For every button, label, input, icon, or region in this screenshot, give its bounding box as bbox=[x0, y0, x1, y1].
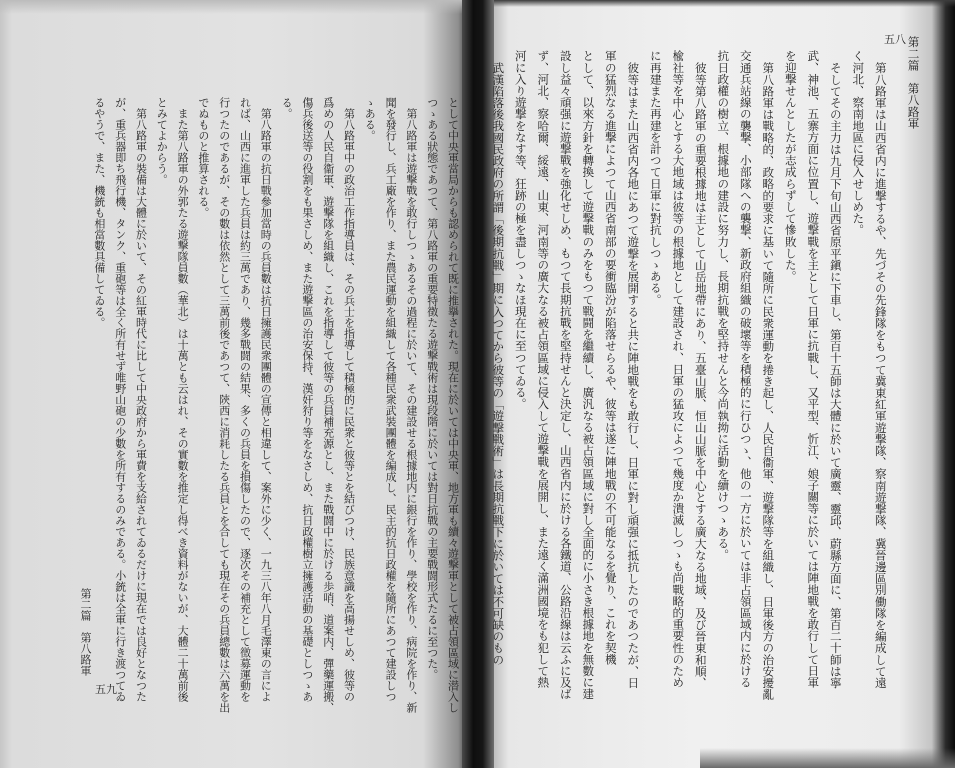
text-column: ゝある。 bbox=[363, 97, 377, 141]
text-column: とみてよからう。 bbox=[155, 97, 169, 185]
text-column: 武漢陷落後我國民政府の所謂「後期抗戰」期に入つてから彼等の「遊撃戰術」は長期抗戰下に於いては不可缺のもの bbox=[491, 61, 506, 665]
running-header: 第二篇 第八路軍 bbox=[79, 588, 92, 676]
text-column: 彼等はまた山西省内各地にあつて遊撃を展開すると共に陣地戰をも敢行し、日軍に對し頑强に抵抗したのであつたが、日 bbox=[626, 61, 641, 688]
text-column: に再建また再建を計つて日軍に對抗しつゝある。 bbox=[648, 50, 663, 306]
left-page bbox=[0, 0, 470, 768]
running-header: 第二篇 第八路軍 bbox=[906, 36, 921, 129]
text-column: 軍の猛烈なる進撃によつて山西省南部の要衝臨汾が陷落せらるや、彼等は遂に陣地戰の不可能なるを覺り、これを契機 bbox=[603, 50, 618, 665]
text-column: そしてその主力は九月下旬山西省原平鎭に下車し、第百十五師は大體に於いて廣靈、靈邱、蔚縣方面に、第百二十師は寧 bbox=[828, 61, 843, 688]
right-page-top-edge bbox=[490, 0, 955, 7]
text-column: 楡社等を中心とする大地域は彼等の根據地として建設され、日軍の猛攻によつて幾度か潰滅しつゝも尚戰略的重要性のため bbox=[671, 50, 686, 688]
page-number: 五八 bbox=[884, 33, 906, 46]
text-column: 武、神池、五寨方面に位置し、遊撃戰を主として日軍に抗戰し、又平型、忻江、娘子關等に於いては陣地戰を敢行して日軍 bbox=[806, 50, 821, 688]
text-column: 第八路軍中の政治工作指導員は、その兵士を指導して積極的に民衆と彼等とを結びつけ、民族意識を高揚せしめ、彼等の bbox=[342, 108, 356, 702]
text-column: として、以來方針を轉換して遊撃戰のみをもつて戰闘を繼續し、廣汎なる被占領區域に對し全面的に小さき根據地を無數に建 bbox=[581, 50, 596, 700]
text-column: また第八路軍の外郭たる遊撃隊員數（華北）は十萬とも云はれ、その實數を推定し得べき資料がないが、大體二十萬前後 bbox=[176, 108, 190, 702]
text-column: 彼等第八路軍の重要根據地は主として山岳地帶にあり、五臺山脈、恒山山脈を中心とする廣大なる地域、及び晉東和順、 bbox=[693, 61, 708, 688]
text-column: 設し益々頑强に遊撃戰を強化せしめ、もつて長期抗戰を堅持せんと決定し、山西省内に於ける各鐵道、公路沿線は云ふに及ば bbox=[558, 50, 573, 700]
text-column: ず、河北、察哈爾、綏遠、山東、河南等の廣大なる被占領區域に侵入して遊撃戰を展開し、また遠く滿洲國境をも犯して熱 bbox=[536, 50, 551, 688]
text-column: る。 bbox=[280, 97, 294, 119]
text-column: でぬものと推算される。 bbox=[196, 97, 210, 218]
text-column: 河に入り遊撃をなす等、狂跡の極を盡しつゝなほ現在に至つてゐる。 bbox=[513, 50, 528, 410]
text-column: 爲めの人民自衞軍、遊撃隊を組織し、これを指導して彼等の兵員補充源とし、また戰闘中に於ける歩哨、道案内、彈藥運搬、 bbox=[321, 97, 335, 713]
text-column: を迎撃せんとしたが志成らずして慘敗した。 bbox=[783, 50, 798, 282]
text-column: 行つたのであるが、その數は依然として三萬前後であつて、陝西に消耗したる兵員とを合しても現在その兵員總數は六萬を出 bbox=[217, 97, 231, 713]
text-column: が、重兵器即ち飛行機、タンク、重砲等は全く所有せず唯野山砲の少數を所有するのみである。小銃は全軍に行き渡つてゐ bbox=[113, 97, 127, 702]
text-column: 傷兵後送等の役割をも果さしめ、また遊撃區の治安保持、漢奸狩り等をなさしめ、抗日政權樹立擁護活動の基礎としつゝあ bbox=[300, 97, 314, 702]
gutter-shadow bbox=[462, 0, 494, 768]
text-column: れば、山西に進軍した兵員は約三萬であり、幾多戰闘の結果、多くの兵員を損傷したので、逐次その補充として徵募運動を bbox=[238, 97, 252, 702]
page-number: 五九 bbox=[95, 683, 117, 696]
text-column: 抗日政權の樹立、根據地の建設に努力し、長期抗戰を堅持せんと今尚執拗に活動を續けつゝある。 bbox=[716, 50, 731, 561]
text-column: として中央軍當局からも認められて既に推擧された。現在に於いては中央軍、地方軍も續々遊撃軍として被占領區域に潜入し bbox=[446, 97, 460, 713]
left-page-top-shadow bbox=[0, 0, 470, 14]
text-column: 第八路軍は山西省内に進撃するや、先づその先鋒隊をもつて冀東紅軍遊撃隊、察南遊撃隊、冀晉邊區別働隊を編成して遠 bbox=[873, 61, 888, 688]
text-column: 第八路軍は戰略的、政略的要求に基いて隨所に民衆運動を捲き起し、人民自衞軍、遊撃隊等を組織し、日軍後方の治安擾亂 bbox=[761, 61, 776, 700]
text-column: 第八路軍の抗日戰參加當時の兵員數は抗日擁護民衆團體の宣傳と相違して、案外に少く、一九三八年八月毛澤東の言によ bbox=[259, 108, 273, 702]
right-page-bottom-edge bbox=[700, 748, 955, 768]
text-column: 聞を發行し、兵工廠を作り、また農民運動を組織して各種民衆武裝團體を編成し、民主的抗日政權を隨所にあつて建設しつ bbox=[384, 97, 398, 702]
text-column: 交通兵站線の襲撃、小部隊への襲撃、新政府組織の破壞等を積極的に行ひつゝ、他の一方に於いては非占領區域内に於ける bbox=[738, 50, 753, 688]
text-column: つゝある狀態であつて、第八路軍の重要特徴たる遊撃戰術は現段階に於いては對日抗戰の主要戰闘形式たるに至つた。 bbox=[425, 97, 439, 680]
text-column: 第八路軍は遊撃戰を敢行しつゝあるその過程に於いて、その建設せる根據地内に銀行を作り、學校を作り、病院を作り、新 bbox=[404, 108, 418, 713]
text-column: るやうで、また、機銃も相當數具備してゐる。 bbox=[92, 97, 106, 328]
text-column: く河北、察南地區に侵入せしめた。 bbox=[851, 50, 866, 236]
text-column: 第八路軍の裝備は大體に於いて、その紅軍時代に比して中央政府から軍費を支給されてゐるだけに現在では良好となつた bbox=[134, 108, 148, 702]
